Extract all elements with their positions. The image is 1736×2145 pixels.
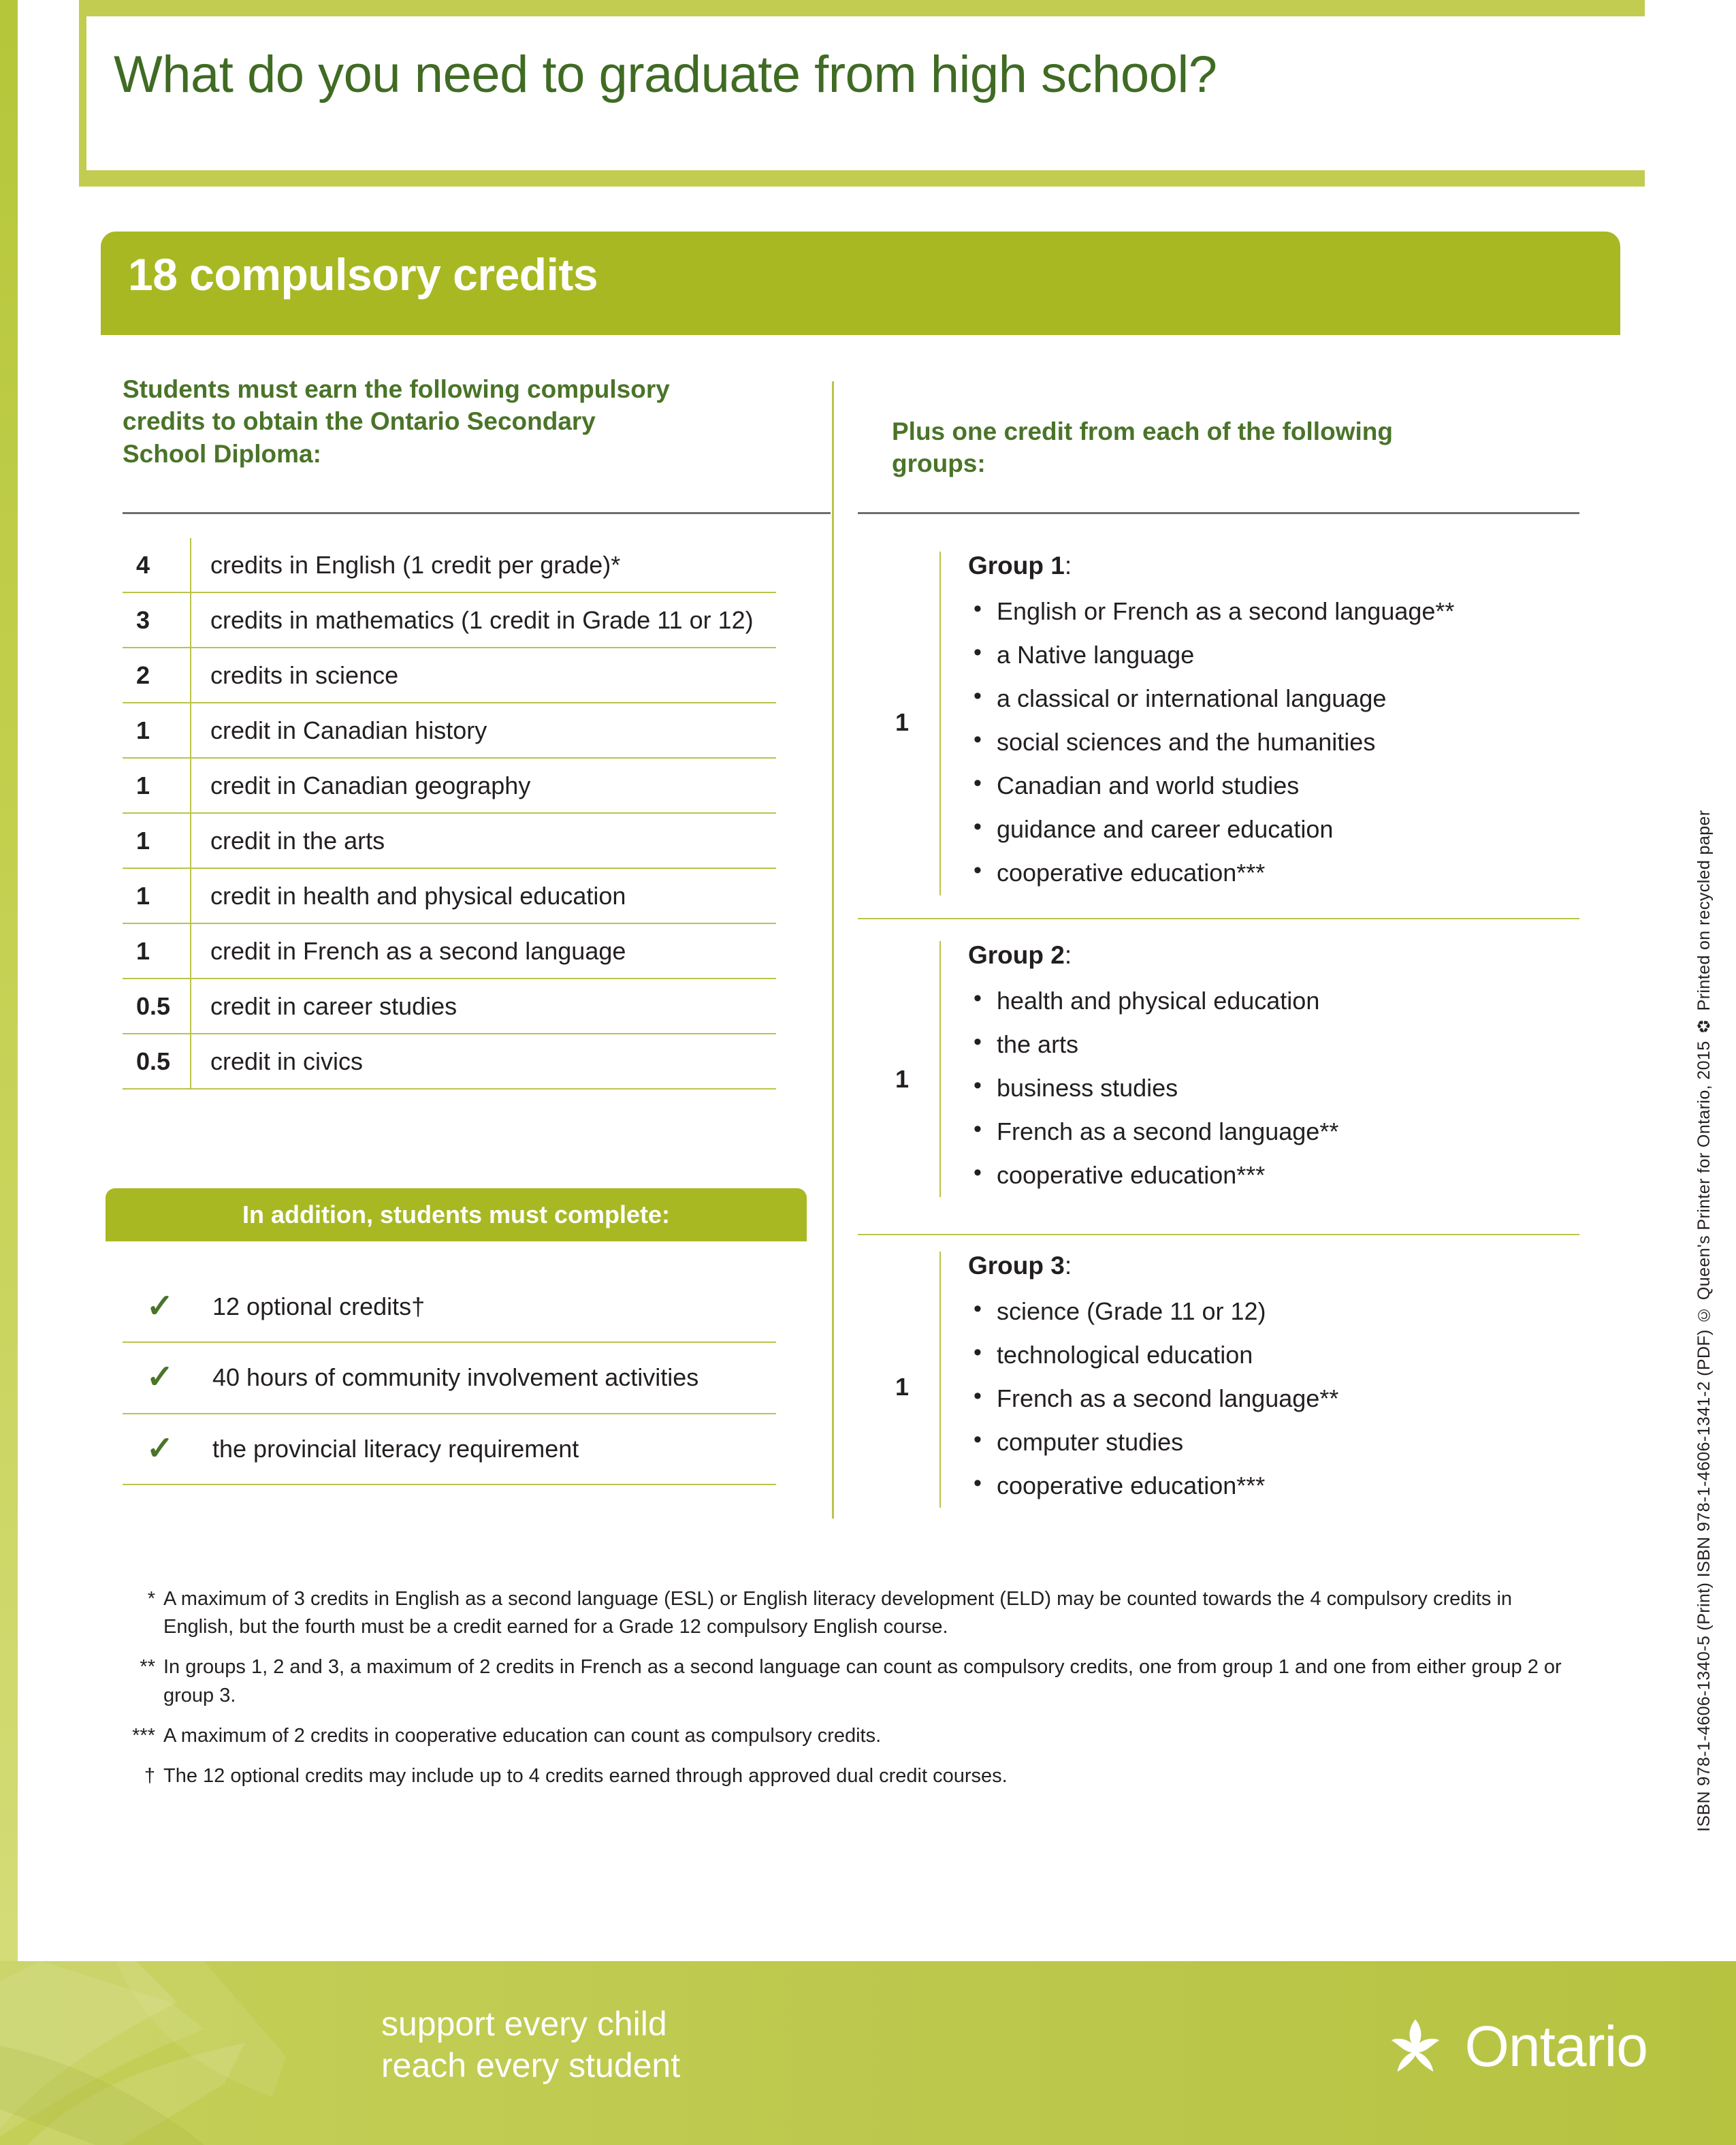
list-item: • technological education — [968, 1333, 1583, 1377]
table-row — [123, 979, 776, 1034]
list-item: • cooperative education*** — [968, 1464, 1583, 1508]
checkmark-icon: ✓ — [123, 1342, 197, 1413]
footnote-text: The 12 optional credits may include up to 4 credits earned through approved dual credit courses. — [163, 1764, 1008, 1787]
in-addition-table — [123, 1272, 776, 1485]
requirement-text: 40 hours of community involvement activities — [197, 1342, 776, 1413]
ontario-logo — [1378, 2009, 1647, 2084]
list-item: • cooperative education*** — [968, 851, 1583, 895]
footnote-text: A maximum of 2 credits in cooperative education can count as compulsory credits. — [163, 1724, 882, 1747]
footer-swoosh-decoration — [0, 1961, 381, 2145]
list-item: • French as a second language** — [968, 1110, 1583, 1154]
in-addition-banner — [106, 1188, 807, 1241]
credit-value: 1 — [123, 813, 191, 868]
credit-value: 4 — [123, 538, 191, 592]
group-2-colon: : — [1064, 941, 1072, 969]
group-2-label: Group 2 — [968, 941, 1065, 969]
banner-title: 18 compulsory credits — [128, 249, 598, 300]
list-item: • business studies — [968, 1066, 1583, 1110]
trillium-icon — [1378, 2009, 1453, 2084]
table-row — [123, 1034, 776, 1089]
table-row — [123, 592, 776, 648]
list-item: • health and physical education — [968, 979, 1583, 1023]
credit-value: 1 — [123, 703, 191, 758]
footnote-marker: ** — [140, 1656, 155, 1679]
footer-tagline — [381, 2003, 680, 2086]
list-item: • guidance and career education — [968, 808, 1583, 851]
list-item: • social sciences and the humanities — [968, 720, 1583, 764]
footer — [0, 1961, 1736, 2145]
header-bottom-rule — [79, 170, 1645, 187]
list-item: • Canadian and world studies — [968, 764, 1583, 808]
group-1-block — [858, 552, 1583, 895]
footnote-row — [114, 1585, 1585, 1641]
credit-value: 0.5 — [123, 1034, 191, 1089]
left-column-heading: Students must earn the following compulsory credits to obtain the Ontario Secondary School Diploma: — [123, 375, 670, 468]
group-3-colon: : — [1064, 1252, 1072, 1280]
right-heading-rule — [858, 512, 1579, 514]
credit-description: credits in mathematics (1 credit in Grade 11 or 12) — [191, 592, 776, 648]
credit-description: credit in Canadian geography — [191, 758, 776, 813]
table-row — [123, 758, 776, 813]
credit-description: credit in French as a second language — [191, 923, 776, 979]
group-1-colon: : — [1064, 552, 1072, 579]
checkmark-icon: ✓ — [123, 1414, 197, 1484]
table-row — [123, 1342, 776, 1413]
footer-tagline-line1: support every child — [381, 2005, 667, 2043]
header-container — [79, 16, 1645, 173]
group-3-title — [968, 1252, 1583, 1280]
header-top-rule — [79, 0, 1645, 16]
left-heading-rule — [123, 512, 831, 514]
table-row — [123, 923, 776, 979]
credit-description: credit in career studies — [191, 979, 776, 1034]
group-1-credit: 1 — [895, 708, 910, 736]
credit-description: credit in the arts — [191, 813, 776, 868]
group-2-title — [968, 941, 1583, 970]
list-item: • French as a second language** — [968, 1377, 1583, 1420]
credit-description: credit in civics — [191, 1034, 776, 1089]
group-2-credit: 1 — [895, 1065, 910, 1093]
group-3-list — [968, 1290, 1583, 1508]
requirement-text: the provincial literacy requirement — [197, 1414, 776, 1484]
table-row — [123, 648, 776, 703]
group-1-list — [968, 590, 1583, 895]
list-item: • computer studies — [968, 1420, 1583, 1464]
credit-description: credit in health and physical education — [191, 868, 776, 923]
table-row — [123, 538, 776, 592]
isbn-copyright-sidebar: ISBN 978-1-4606-1340-5 (Print) ISBN 978-1-4606-1341-2 (PDF) © Queen's Printer for Ontario, 2015 ♻ Printed on recycled paper — [1694, 810, 1714, 1832]
list-item: • a Native language — [968, 633, 1583, 677]
footnote-row — [114, 1653, 1585, 1709]
group-1-label: Group 1 — [968, 552, 1065, 579]
requirement-text: 12 optional credits† — [197, 1272, 776, 1342]
right-column-heading: Plus one credit from each of the following groups: — [892, 417, 1393, 478]
footnote-row — [114, 1762, 1585, 1790]
page-title: What do you need to graduate from high school? — [114, 46, 1217, 104]
credit-value: 2 — [123, 648, 191, 703]
credit-value: 0.5 — [123, 979, 191, 1034]
table-row — [123, 1414, 776, 1484]
group-2-list — [968, 979, 1583, 1197]
group-3-credit: 1 — [895, 1373, 910, 1401]
group-separator-1 — [858, 918, 1579, 919]
credit-value: 1 — [123, 923, 191, 979]
group-3-block — [858, 1252, 1583, 1508]
left-edge-decoration — [0, 0, 18, 2145]
group-3-label: Group 3 — [968, 1252, 1065, 1280]
credit-value: 1 — [123, 758, 191, 813]
credit-value: 3 — [123, 592, 191, 648]
compulsory-credits-table — [123, 538, 776, 1090]
list-item: • a classical or international language — [968, 677, 1583, 720]
list-item: • cooperative education*** — [968, 1154, 1583, 1197]
footnote-marker: † — [144, 1764, 155, 1787]
checkmark-icon: ✓ — [123, 1272, 197, 1342]
credit-value: 1 — [123, 868, 191, 923]
ontario-wordmark: Ontario — [1464, 2014, 1647, 2078]
group-2-block — [858, 941, 1583, 1197]
footer-tagline-line2: reach every student — [381, 2046, 681, 2084]
group-separator-2 — [858, 1234, 1579, 1235]
footnote-text: A maximum of 3 credits in English as a second language (ESL) or English literacy development (ELD) may be counted towards the 4 compulsory credits in English, but the fourth must be a credit earned for a Grade 12 compulsory English course. — [163, 1588, 1513, 1638]
table-row — [123, 813, 776, 868]
footnotes — [114, 1585, 1585, 1802]
list-item: • the arts — [968, 1023, 1583, 1066]
credit-description: credits in English (1 credit per grade)* — [191, 538, 776, 592]
column-divider — [832, 381, 834, 1519]
list-item: • English or French as a second language** — [968, 590, 1583, 633]
in-addition-heading: In addition, students must complete: — [242, 1201, 671, 1228]
group-1-title — [968, 552, 1583, 580]
credit-description: credit in Canadian history — [191, 703, 776, 758]
credit-description: credits in science — [191, 648, 776, 703]
table-row — [123, 1272, 776, 1342]
footnote-text: In groups 1, 2 and 3, a maximum of 2 credits in French as a second language can count as compulsory credits, one from group 1 and one from either group 2 or group 3. — [163, 1656, 1562, 1706]
footnote-marker: *** — [132, 1724, 155, 1747]
table-row — [123, 703, 776, 758]
footnote-row — [114, 1722, 1585, 1750]
list-item: • science (Grade 11 or 12) — [968, 1290, 1583, 1333]
table-row — [123, 868, 776, 923]
footnote-marker: * — [147, 1588, 155, 1610]
